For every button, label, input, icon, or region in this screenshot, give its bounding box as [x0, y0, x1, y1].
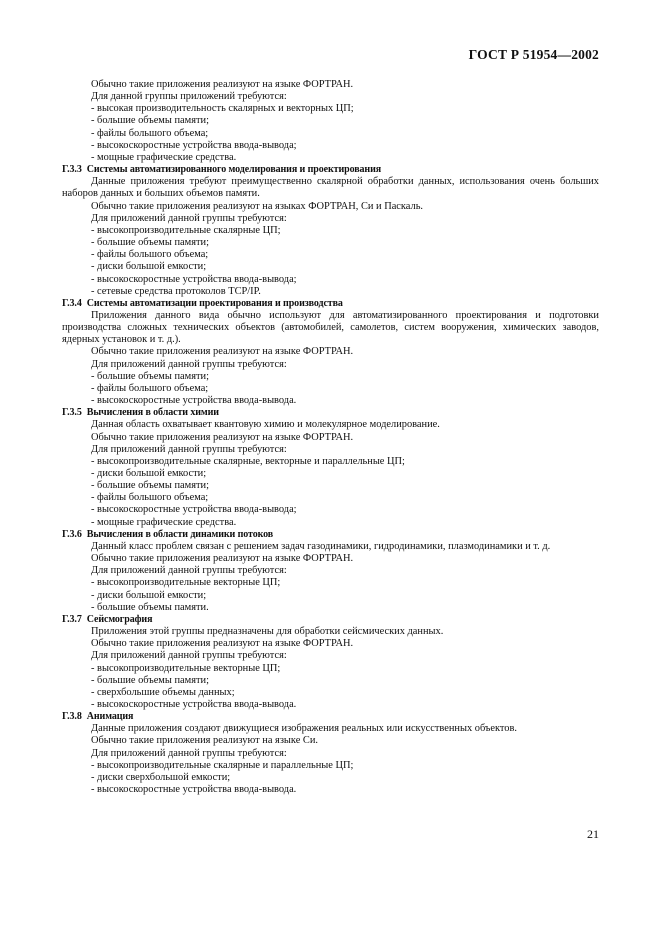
list-item: - высокоскоростные устройства ввода-вывода. — [91, 395, 297, 407]
paragraph: Данные приложения создают движущиеся изображения реальных или искусственных объектов. — [91, 723, 517, 735]
paragraph: Для приложений данной группы требуются: — [91, 212, 287, 224]
paragraph: Данные приложения требуют преимущественно скалярной обработки данных, использования очень больших наборов данных и больших объемов памяти. — [62, 176, 599, 200]
list-item: - сверхбольшие объемы данных; — [91, 686, 235, 698]
list-item: - диски большой емкости; — [91, 468, 207, 479]
paragraph: Обычно такие приложения реализуют на языке Си. — [91, 735, 318, 747]
document-body — [62, 79, 599, 796]
paragraph: Данная область охватывает квантовую химию и молекулярное моделирование. — [91, 419, 440, 431]
section-heading-g38 — [62, 711, 599, 723]
section-title: Сейсмография — [86, 613, 153, 625]
section-number: Г.3.3 — [62, 164, 82, 176]
list-item: - мощные графические средства. — [91, 516, 237, 528]
paragraph: Для данной группы приложений требуются: — [91, 91, 287, 103]
section-number: Г.3.6 — [62, 528, 82, 540]
list-item: - большие объемы памяти. — [91, 601, 209, 613]
list-item: - диски большой емкости; — [91, 589, 207, 601]
section-title: Анимация — [86, 711, 134, 723]
section-number: Г.3.8 — [62, 711, 82, 723]
paragraph: Для приложений данной группы требуются: — [91, 747, 287, 759]
paragraph: Обычно такие приложения реализуют на языке ФОРТРАН. — [91, 431, 354, 443]
paragraph: Приложения данного вида обычно используют для автоматизированного проектирования и подготовки производства сложных технических объектов (автомобилей, самолетов, систем вооружения, химических заводов, ядерных установок и т. д.). — [62, 309, 599, 346]
list-item: - высокая производительность скалярных и векторных ЦП; — [91, 103, 354, 115]
section-heading-g35 — [62, 407, 599, 419]
list-item: - диски сверхбольшой емкости; — [91, 771, 231, 783]
section-number: Г.3.5 — [62, 407, 82, 419]
paragraph: Обычно такие приложения реализуют на языке ФОРТРАН. — [91, 638, 354, 650]
list-item: - высокопроизводительные скалярные, векторные и параллельные ЦП; — [91, 455, 405, 467]
list-item: - большие объемы памяти; — [91, 370, 209, 382]
list-item: - диски большой емкости; — [91, 261, 207, 273]
list-item: - высокопроизводительные скалярные ЦП; — [91, 224, 281, 236]
list-item: - файлы большого объема; — [91, 127, 209, 139]
list-item: - файлы большого объема; — [91, 492, 209, 504]
paragraph: Приложения этой группы предназначены для обработки сейсмических данных. — [91, 626, 444, 638]
section-title: Системы автоматизации проектирования и производства — [86, 297, 343, 309]
paragraph: Обычно такие приложения реализуют на языке ФОРТРАН. — [91, 79, 354, 90]
section-title: Системы автоматизированного моделирования и проектирования — [86, 164, 382, 176]
section-title: Вычисления в области динамики потоков — [86, 528, 274, 540]
section-number: Г.3.4 — [62, 297, 82, 309]
list-item: - большие объемы памяти; — [91, 480, 209, 492]
list-item: - высокоскоростные устройства ввода-вывода. — [91, 698, 297, 710]
paragraph: Для приложений данной группы требуются: — [91, 650, 287, 662]
page-number: 21 — [587, 827, 599, 841]
list-item: - высокопроизводительные векторные ЦП; — [91, 577, 281, 589]
paragraph: Обычно такие приложения реализуют на языках ФОРТРАН, Си и Паскаль. — [91, 200, 424, 212]
document-header: ГОСТ Р 51954—2002 — [468, 47, 599, 62]
section-heading-g37 — [62, 614, 599, 626]
list-item: - большие объемы памяти; — [91, 237, 209, 249]
list-item: - высокоскоростные устройства ввода-вывода; — [91, 504, 297, 516]
section-heading-g36 — [62, 529, 599, 541]
list-item: - сетевые средства протоколов TCP/IP. — [91, 285, 261, 297]
list-item: - мощные графические средства. — [91, 151, 237, 163]
section-heading-g34 — [62, 298, 599, 310]
paragraph: Данный класс проблем связан с решением задач газодинамики, гидродинамики, плазмодинамики и т. д. — [91, 540, 551, 552]
list-item: - высокопроизводительные скалярные и параллельные ЦП; — [91, 759, 354, 771]
list-item: - файлы большого объема; — [91, 249, 209, 261]
section-number: Г.3.7 — [62, 613, 82, 625]
list-item: - высокоскоростные устройства ввода-вывода; — [91, 139, 297, 151]
paragraph: Обычно такие приложения реализуют на языке ФОРТРАН. — [91, 346, 354, 358]
list-item: - большие объемы памяти; — [91, 115, 209, 127]
section-heading-g33 — [62, 164, 599, 176]
paragraph: Обычно такие приложения реализуют на языке ФОРТРАН. — [91, 553, 354, 565]
list-item: - высокопроизводительные векторные ЦП; — [91, 662, 281, 674]
list-item: - высокоскоростные устройства ввода-вывода. — [91, 784, 297, 796]
list-item: - файлы большого объема; — [91, 382, 209, 394]
section-title: Вычисления в области химии — [86, 407, 219, 419]
list-item: - большие объемы памяти; — [91, 674, 209, 686]
list-item: - высокоскоростные устройства ввода-вывода; — [91, 273, 297, 285]
paragraph: Для приложений данной группы требуются: — [91, 443, 287, 455]
paragraph: Для приложений данной группы требуются: — [91, 565, 287, 577]
paragraph: Для приложений данной группы требуются: — [91, 358, 287, 370]
